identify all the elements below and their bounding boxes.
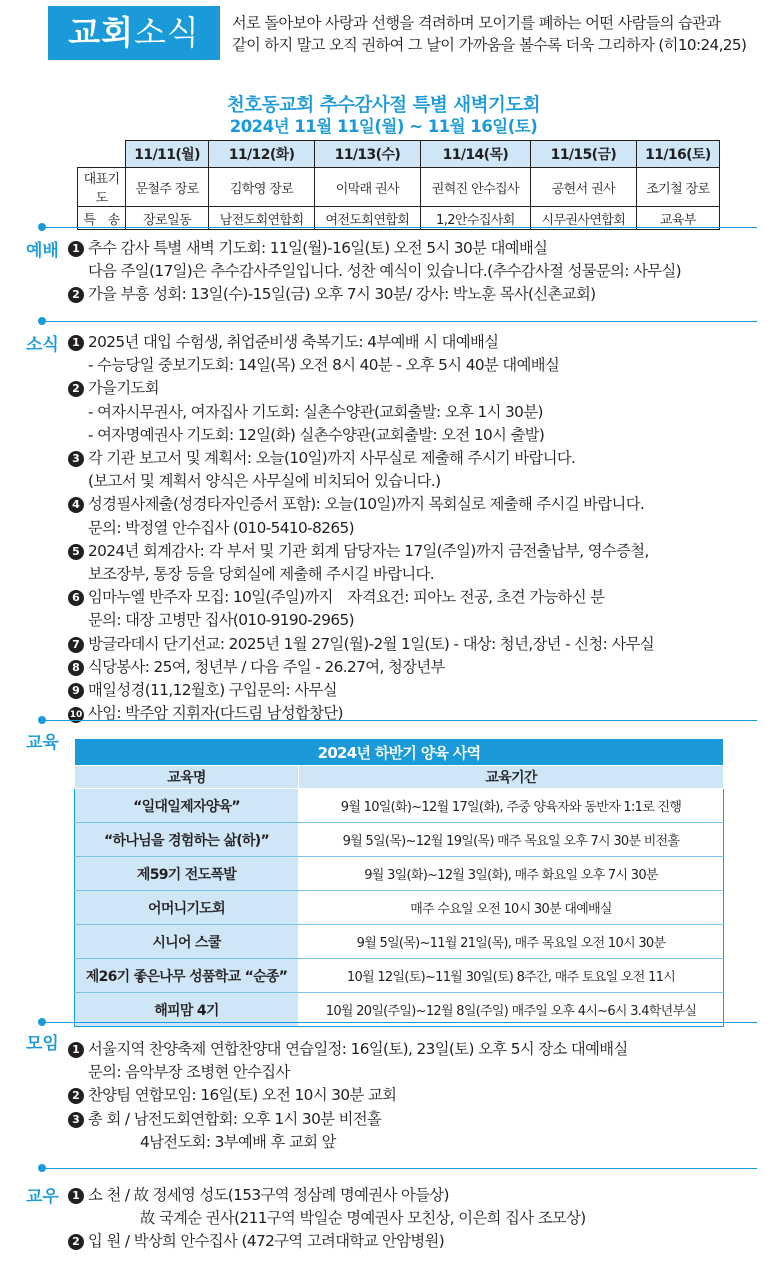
section-label-meeting: 모임	[26, 1034, 59, 1054]
edu-period-cell: 9월 5일(목)~12월 19일(목) 매주 목요일 오후 7시 30분 비전홀	[299, 823, 724, 857]
list-item	[68, 1184, 758, 1207]
edu-name-cell: 제26기 좋은나무 성품학교 “순종”	[75, 959, 299, 993]
service-title: 천호동교회 추수감사절 특별 새벽기도회	[226, 95, 541, 116]
section-label-education: 교육	[26, 733, 59, 753]
number-badge: 6	[68, 590, 84, 606]
separator-line	[42, 1022, 757, 1023]
edu-period-cell: 10월 20일(주일)~12월 8일(주일) 매주일 오후 4시~6시 3.4학년부실	[299, 993, 724, 1027]
list-item	[68, 702, 758, 725]
section-label-fellowship: 교우	[26, 1187, 59, 1207]
item-subline: 보조장부, 통장 등을 당회실에 제출해 주시길 바랍니다.	[88, 565, 434, 584]
schedule-cell: 이막래 권사	[314, 168, 420, 207]
table-row	[75, 857, 724, 891]
edu-period-cell: 매주 수요일 오전 10시 30분 대예배실	[299, 891, 724, 925]
item-text: 임마누엘 반주자 모집: 10일(주일)까지 자격요건: 피아노 전공, 초견 가능하신 분	[88, 588, 605, 607]
edu-period-cell: 10월 12일(토)~11월 30일(토) 8주간, 매주 토요일 오전 11시	[299, 959, 724, 993]
schedule-cell: 여전도회연합회	[314, 207, 420, 230]
prayer-schedule-table	[77, 140, 720, 230]
schedule-row-label: 특 송	[78, 207, 126, 230]
fellowship-section	[68, 1184, 758, 1254]
item-text: 2024년 회계감사: 각 부서 및 기관 회계 담당자는 17일(주일)까지 금전출납부, 영수증철,	[88, 541, 649, 560]
separator-line	[42, 321, 757, 322]
table-row	[75, 823, 724, 857]
number-badge: 9	[68, 683, 84, 699]
schedule-cell: 공현서 권사	[530, 168, 636, 207]
edu-period-cell: 9월 5일(목)~11월 21일(목), 매주 목요일 오전 10시 30분	[299, 925, 724, 959]
number-badge: 3	[68, 451, 84, 467]
list-item	[68, 1230, 758, 1253]
number-badge: 3	[68, 1112, 84, 1128]
edu-table-title: 2024년 하반기 양육 사역	[75, 739, 724, 766]
item-text: 가을기도회	[88, 379, 159, 398]
list-item	[68, 377, 758, 400]
table-row	[75, 925, 724, 959]
item-text: 추수 감사 특별 새벽 기도회: 11일(월)-16일(토) 오전 5시 30분 대예배실	[88, 239, 548, 257]
edu-header-row	[75, 766, 724, 789]
item-text: 입 원 / 박상희 안수집사 (472구역 고려대학교 안암병원)	[88, 1232, 445, 1251]
meeting-section	[68, 1038, 758, 1154]
schedule-cell: 조기철 장로	[636, 168, 719, 207]
number-badge: 1	[68, 1188, 84, 1204]
item-subline: 다음 주일(17일)은 추수감사주일입니다. 성찬 예식이 있습니다.(추수감사절 성물문의: 사무실)	[88, 262, 682, 281]
number-badge: 7	[68, 637, 84, 653]
schedule-cell: 문철주 장로	[126, 168, 209, 207]
edu-name-cell: 해피맘 4기	[75, 993, 299, 1027]
edu-name-cell: 제59기 전도폭발	[75, 857, 299, 891]
section-label-news: 소식	[26, 335, 59, 355]
number-badge: 2	[68, 381, 84, 397]
number-badge: 10	[68, 707, 84, 723]
item-text: 총 회 / 남전도회연합회: 오후 1시 30분 비전홀	[88, 1109, 382, 1128]
list-item	[68, 237, 758, 260]
edu-name-cell: 시니어 스쿨	[75, 925, 299, 959]
edu-period-cell: 9월 10일(화)~12월 17일(화), 주중 양육자와 동반자 1:1로 진행	[299, 789, 724, 823]
schedule-day-header: 11/14(목)	[420, 141, 530, 168]
list-item	[68, 586, 758, 609]
schedule-day-header: 11/15(금)	[530, 141, 636, 168]
item-text: 사임: 박주암 지휘자(다드림 남성합창단)	[88, 704, 343, 723]
item-subline: - 여자명예권사 기도회: 12일(화) 실촌수양관(교회출발: 오전 10시 출발)	[88, 425, 545, 444]
item-text: 가을 부흥 성회: 13일(수)-15일(금) 오후 7시 30분/ 강사: 박노훈 목사(신촌교회)	[88, 285, 596, 304]
worship-section	[68, 237, 758, 307]
list-item	[68, 540, 758, 563]
list-item	[68, 1038, 758, 1061]
number-badge: 4	[68, 497, 84, 513]
schedule-row	[78, 168, 720, 207]
schedule-day-header: 11/16(토)	[636, 141, 719, 168]
item-text: 식당봉사: 25여, 청년부 / 다음 주일 - 26.27여, 청장년부	[88, 657, 445, 676]
item-text: 각 기관 보고서 및 계획서: 오늘(10일)까지 사무실로 제출해 주시기 바랍니다.	[88, 449, 576, 468]
edu-name-cell: “일대일제자양육”	[75, 789, 299, 823]
bible-verse	[232, 12, 762, 56]
table-row	[75, 959, 724, 993]
schedule-day-header: 11/13(수)	[314, 141, 420, 168]
item-subline: 문의: 박정열 안수집사 (010-5410-8265)	[88, 518, 354, 537]
logo-thin-text: 소식	[134, 13, 200, 52]
item-text: 소 천 / 故 정세영 성도(153구역 정삼례 명예권사 아들상)	[88, 1186, 449, 1204]
schedule-cell: 장로일동	[126, 207, 209, 230]
schedule-cell: 교육부	[636, 207, 719, 230]
list-item	[68, 331, 758, 354]
item-subline: - 수능당일 중보기도회: 14일(목) 오전 8시 40분 - 오후 5시 40분 대예배실	[88, 356, 560, 375]
list-item	[68, 679, 758, 702]
number-badge: 1	[68, 335, 84, 351]
edu-title-row	[75, 739, 724, 766]
news-section	[68, 331, 758, 725]
schedule-day-header: 11/11(월)	[126, 141, 209, 168]
verse-line-1: 서로 돌아보아 사랑과 선행을 격려하며 모이기를 폐하는 어떤 사람들의 습관과	[232, 14, 721, 32]
section-label-worship: 예배	[26, 241, 59, 261]
number-badge: 1	[68, 241, 84, 257]
number-badge: 8	[68, 660, 84, 676]
schedule-cell: 남전도회연합회	[209, 207, 315, 230]
list-item	[68, 493, 758, 516]
table-row	[75, 789, 724, 823]
number-badge: 2	[68, 287, 84, 303]
list-item	[68, 1108, 758, 1131]
item-text: 찬양팀 연합모임: 16일(토) 오전 10시 30분 교회	[88, 1086, 397, 1105]
verse-line-2: 같이 하지 말고 오직 권하여 그 날이 가까움을 볼수록 더욱 그리하자 (히10:24,25)	[232, 36, 747, 54]
schedule-cell: 1,2안수집사회	[420, 207, 530, 230]
item-subline: 문의: 음악부장 조병현 안수집사	[88, 1063, 290, 1082]
edu-period-cell: 9월 3일(화)~12월 3일(화), 매주 화요일 오후 7시 30분	[299, 857, 724, 891]
item-subline: (보고서 및 계획서 양식은 사무실에 비치되어 있습니다.)	[88, 472, 441, 491]
schedule-day-header: 11/12(화)	[209, 141, 315, 168]
item-subline: 문의: 대장 고병만 집사(010-9190-2965)	[88, 611, 354, 630]
edu-col-name-header: 교육명	[75, 766, 299, 789]
item-text: 방글라데시 단기선교: 2025년 1월 27일(월)-2월 1일(토) - 대상: 청년,장년 - 신청: 사무실	[88, 634, 655, 653]
number-badge: 1	[68, 1042, 84, 1058]
education-table	[74, 738, 724, 1027]
item-text: 2025년 대입 수험생, 취업준비생 축복기도: 4부예배 시 대예배실	[88, 333, 499, 351]
list-item	[68, 656, 758, 679]
item-text: 서울지역 찬양축제 연합찬양대 연습일정: 16일(토), 23일(토) 오후 5시 장소 대예배실	[88, 1040, 628, 1058]
list-item	[68, 633, 758, 656]
service-dates: 2024년 11월 11일(월) ~ 11월 16일(토)	[229, 117, 538, 136]
list-item	[68, 447, 758, 470]
separator-line	[42, 1168, 757, 1169]
schedule-cell: 시무권사연합회	[530, 207, 636, 230]
edu-col-period-header: 교육기간	[299, 766, 724, 789]
schedule-row-label: 대표기도	[78, 168, 126, 207]
number-badge: 2	[68, 1088, 84, 1104]
section-logo	[48, 6, 220, 60]
number-badge: 2	[68, 1234, 84, 1250]
edu-name-cell: 어머니기도회	[75, 891, 299, 925]
separator-line	[42, 227, 757, 228]
list-item	[68, 1084, 758, 1107]
item-text: 매일성경(11,12월호) 구입문의: 사무실	[88, 681, 337, 700]
item-subline: 故 국계순 권사(211구역 박일순 명예권사 모친상, 이은희 집사 조모상)	[140, 1209, 586, 1228]
logo-bold-text: 교회	[68, 13, 134, 52]
number-badge: 5	[68, 544, 84, 560]
schedule-cell: 권혁진 안수집사	[420, 168, 530, 207]
item-subline: 4남전도회: 3부예배 후 교회 앞	[140, 1132, 336, 1151]
item-subline: - 여자시무권사, 여자집사 기도회: 실촌수양관(교회출발: 오후 1시 30분)	[88, 402, 543, 421]
item-text: 성경필사제출(성경타자인증서 포함): 오늘(10일)까지 목회실로 제출해 주시길 바랍니다.	[88, 495, 645, 514]
schedule-cell: 김학영 장로	[209, 168, 315, 207]
schedule-header-row	[78, 141, 720, 168]
schedule-corner	[78, 141, 126, 168]
list-item	[68, 283, 758, 306]
separator-line	[42, 720, 757, 721]
edu-name-cell: “하나님을 경험하는 삶(하)”	[75, 823, 299, 857]
table-row	[75, 891, 724, 925]
